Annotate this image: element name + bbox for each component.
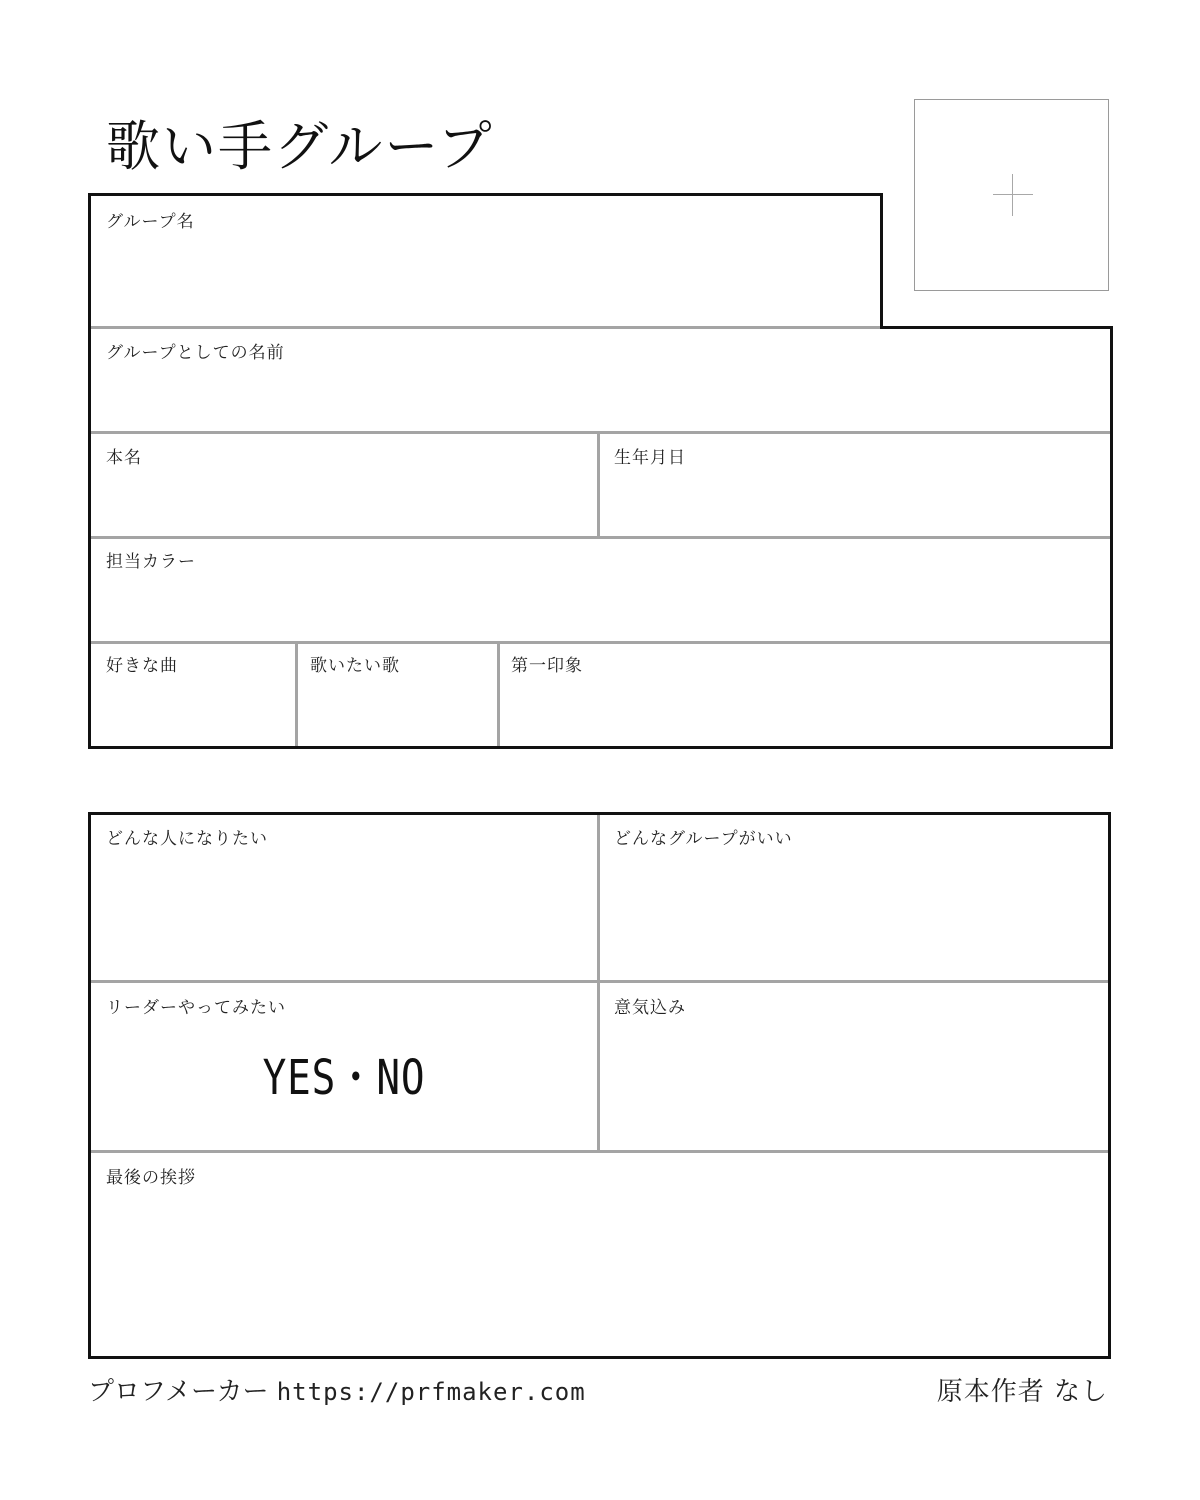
photo-upload-box[interactable] [914,99,1109,291]
footer-credit [88,1374,586,1410]
field-birthday[interactable]: 生年月日 [614,448,686,468]
page-title: 歌い手グループ [106,115,494,178]
author-credit: 原本作者 なし [936,1377,1108,1407]
field-enthusiasm[interactable]: 意気込み [614,998,686,1018]
plus-icon[interactable] [993,174,1033,216]
field-ideal-person[interactable]: どんな人になりたい [106,829,268,849]
field-first-impression[interactable]: 第一印象 [511,656,583,676]
field-final-greeting[interactable]: 最後の挨拶 [106,1168,196,1188]
field-favorite-song[interactable]: 好きな曲 [106,656,178,676]
field-group-name[interactable]: グループ名 [106,212,195,232]
maker-url-link[interactable]: https://prfmaker.com [276,1378,586,1406]
field-want-to-sing[interactable]: 歌いたい歌 [310,656,400,676]
field-group-persona-name[interactable]: グループとしての名前 [106,343,285,363]
field-member-color[interactable]: 担当カラー [106,552,196,572]
field-real-name[interactable]: 本名 [106,448,142,468]
maker-name: プロフメーカー [88,1377,269,1407]
leader-yes-no-choice[interactable]: YES・NO [262,1050,426,1106]
field-ideal-group[interactable]: どんなグループがいい [614,829,793,849]
field-leader[interactable]: リーダーやってみたい [106,998,286,1018]
